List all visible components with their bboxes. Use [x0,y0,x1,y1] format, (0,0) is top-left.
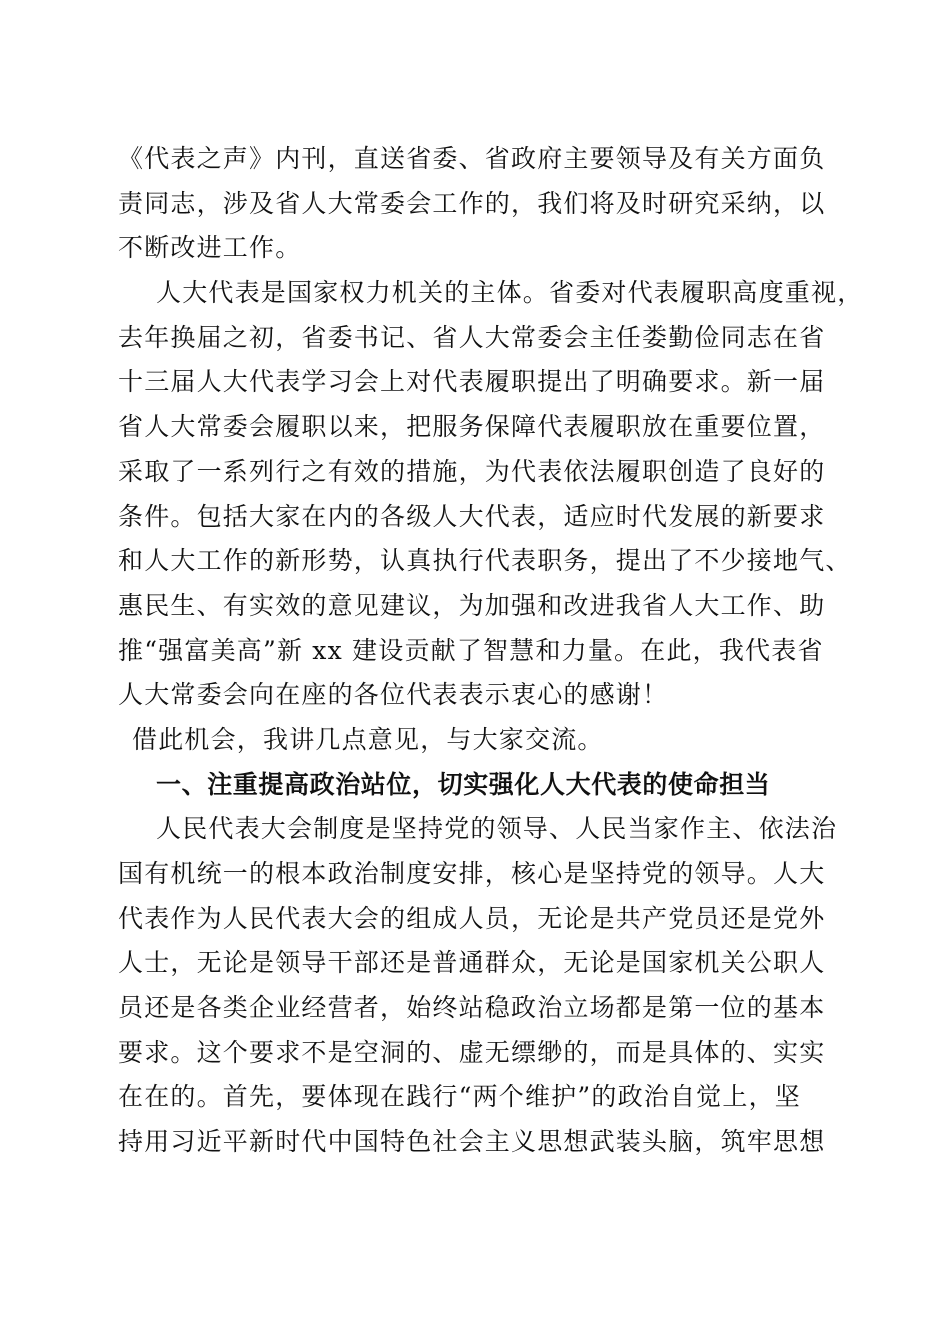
paragraph-line: 和人大工作的新形势，认真执行代表职务，提出了不少接地气、 [118,546,852,576]
document-body [118,137,864,1165]
paragraph-line: 省人大常委会履职以来，把服务保障代表履职放在重要位置， [118,412,826,442]
paragraph-line: 十三届人大代表学习会上对代表履职提出了明确要求。新一届 [118,367,826,397]
paragraph-line: 人大常委会向在座的各位代表表示衷心的感谢！ [118,680,669,710]
continuation-line: 不断改进工作。 [118,233,302,263]
continuation-line: 《代表之声》内刊，直送省委、省政府主要领导及有关方面负 [118,144,826,173]
paragraph-line: 要求。这个要求不是空洞的、虚无缥缈的，而是具体的、实实 [118,1037,826,1067]
paragraph-line: 国有机统一的根本政治制度安排，核心是坚持党的领导。人大 [118,859,826,888]
paragraph-line: 推“强富美高”新 xx 建设贡献了智慧和力量。在此，我代表省 [118,635,824,665]
paragraph-line: 代表作为人民代表大会的组成人员，无论是共产党员还是党外 [118,903,826,933]
paragraph-line: 人民代表大会制度是坚持党的领导、人民当家作主、依法治 [156,814,838,844]
section-heading: 一、注重提高政治站位，切实强化人大代表的使命担当 [156,769,771,799]
paragraph-line: 员还是各类企业经营者，始终站稳政治立场都是第一位的基本 [118,993,826,1023]
paragraph-line: 人大代表是国家权力机关的主体。省委对代表履职高度重视， [156,278,864,308]
continuation-line: 责同志，涉及省人大常委会工作的，我们将及时研究采纳，以 [118,188,826,218]
paragraph-line: 去年换届之初，省委书记、省人大常委会主任娄勤俭同志在省 [118,322,826,352]
paragraph-line: 在在的。首先，要体现在践行“两个维护”的政治自觉上，坚 [118,1082,801,1112]
paragraph-line: 条件。包括大家在内的各级人大代表，适应时代发展的新要求 [118,501,826,531]
paragraph-line: 持用习近平新时代中国特色社会主义思想武装头脑，筑牢思想 [118,1127,826,1157]
paragraph-line: 人士，无论是领导干部还是普通群众，无论是国家机关公职人 [118,948,826,978]
paragraph-line: 采取了一系列行之有效的措施，为代表依法履职创造了良好的 [118,456,826,486]
paragraph-line: 惠民生、有实效的意见建议，为加强和改进我省人大工作、助 [118,590,826,620]
paragraph-line: 借此机会，我讲几点意见，与大家交流。 [132,724,604,754]
